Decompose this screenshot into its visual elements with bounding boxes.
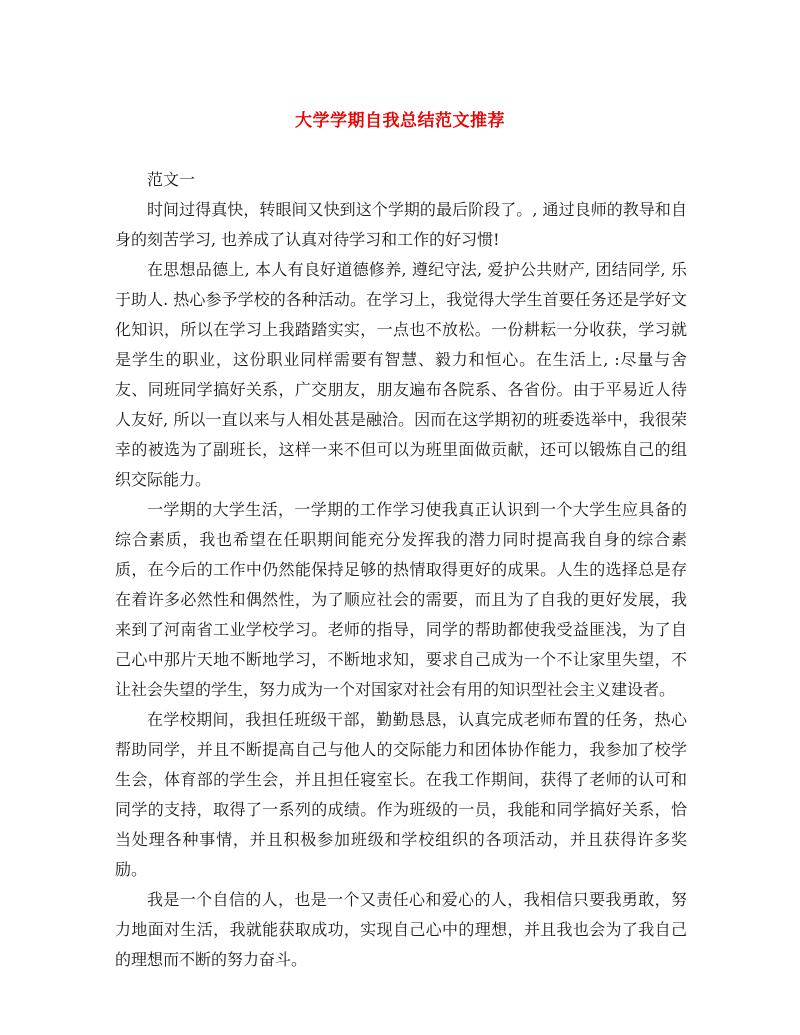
paragraph-5: 我是一个自信的人，也是一个又责任心和爱心的人，我相信只要我勇敢，努力地面对生活，我就能获取成功，实现自己心中的理想，并且我也会为了我自己的理想而不断的努力奋斗。	[115, 890, 687, 969]
paragraph-4: 在学校期间，我担任班级干部，勤勤恳恳，认真完成老师布置的任务，热心帮助同学，并且不断提高自己与他人的交际能力和团体协作能力，我参加了校学生会，体育部的学生会，并且担任寝室长。在我工作期间，获得了老师的认可和同学的支持，取得了一系列的成绩。作为班级的一员，我能和同学搞好关系，恰当处理各种事情，并且积极参加班级和学校组织的各项活动，并且获得许多奖励。	[115, 710, 687, 879]
document-body	[115, 165, 687, 975]
paragraph-3: 一学期的大学生活，一学期的工作学习使我真正认识到一个大学生应具备的综合素质，我也希望在任职期间能充分发挥我的潜力同时提高我自身的综合素质，在今后的工作中仍然能保持足够的热情取得更好的成果。人生的选择总是存在着许多必然性和偶然性，为了顺应社会的需要，而且为了自我的更好发展，我来到了河南省工业学校学习。老师的指导，同学的帮助都使我受益匪浅，为了自己心中那片天地不断地学习，不断地求知，要求自己成为一个不让家里失望，不让社会失望的学生，努力成为一个对国家对社会有用的知识型社会主义建设者。	[115, 500, 687, 699]
paragraph-2: 在思想品德上, 本人有良好道德修养, 遵纪守法, 爱护公共财产, 团结同学, 乐于助人. 热心参予学校的各种活动。在学习上，我觉得大学生首要任务还是学好文化知识，所以在学习上我踏踏实实，一点也不放松。一份耕耘一分收获，学习就是学生的职业，这份职业同样需要有智慧、毅力和恒心。在生活上, :尽量与舍友、同班同学搞好关系，广交朋友，朋友遍布各院系、各省份。由于平易近人待人友好, 所以一直以来与人相处甚是融洽。因而在这学期初的班委选举中，我很荣幸的被选为了副班长，这样一来不但可以为班里面做贡献，还可以锻炼自己的组织交际能力。	[115, 260, 687, 489]
document-title: 大学学期自我总结范文推荐	[295, 111, 505, 131]
section-label: 范文一	[147, 170, 196, 189]
paragraph-1: 时间过得真快，转眼间又快到这个学期的最后阶段了。, 通过良师的教导和自身的刻苦学习, 也养成了认真对待学习和工作的好习惯!	[115, 200, 687, 249]
